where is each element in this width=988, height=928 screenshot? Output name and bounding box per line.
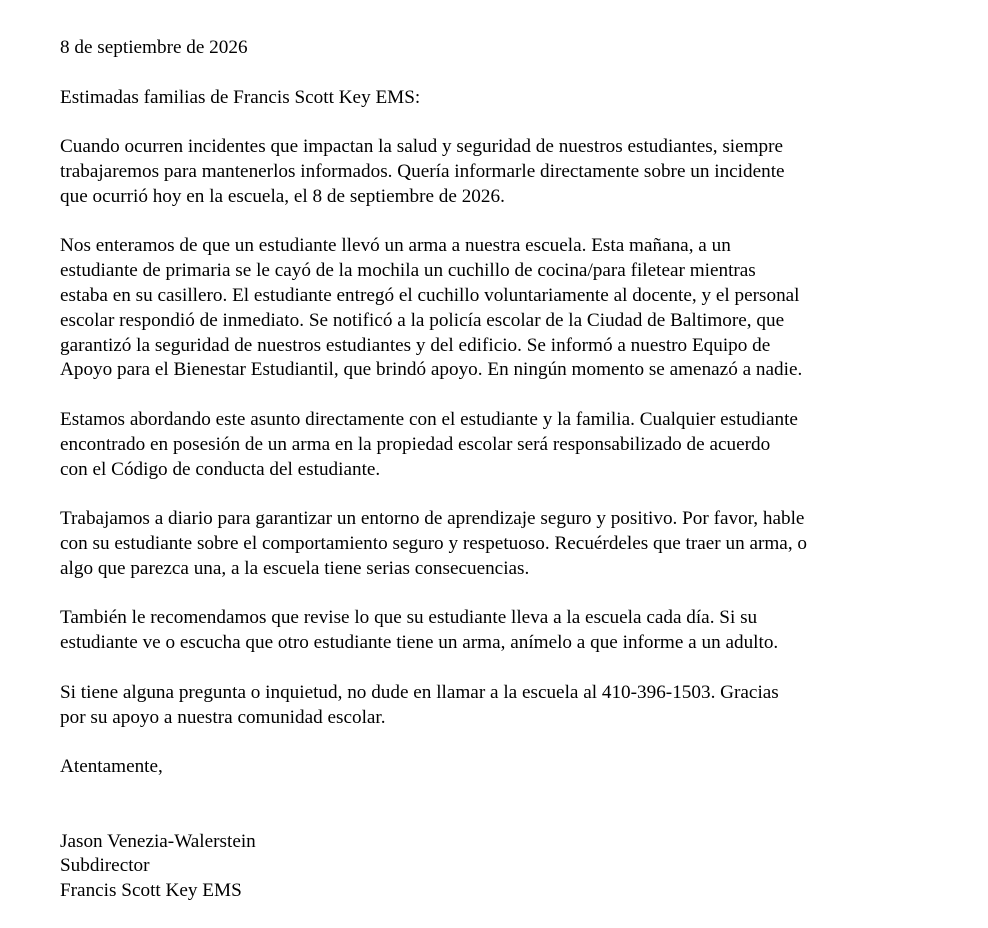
signature-school: Francis Scott Key EMS	[60, 880, 242, 902]
letter-greeting: Estimadas familias de Francis Scott Key EMS:	[60, 86, 421, 108]
signature-name: Jason Venezia-Walerstein	[60, 830, 256, 852]
letter-paragraph: Nos enteramos de que un estudiante llevó un arma a nuestra escuela. Esta mañana, a un estudiante de primaria se le cayó de la mochila un cuchillo de cocina/para filetear mientras estaba en su casillero. El estudiante entregó el cuchillo voluntariamente al docente, y el personal escolar respondió de inmediato. Se notificó a la policía escolar de la Ciudad de Baltimore, que garantizó la seguridad de nuestros estudiantes y del edificio. Se informó a nuestro Equipo de Apoyo para el Bienestar Estudiantil, que brindó apoyo. En ningún momento se amenazó a nadie.	[60, 235, 803, 381]
letter-paragraph: Trabajamos a diario para garantizar un entorno de aprendizaje seguro y positivo. Por favor, hable con su estudiante sobre el comportamiento seguro y respetuoso. Recuérdeles que traer un arma, o algo que parezca una, a la escuela tiene serias consecuencias.	[60, 508, 808, 579]
letter-paragraph: Cuando ocurren incidentes que impactan la salud y seguridad de nuestros estudiantes, siempre trabajaremos para mantenerlos informados. Quería informarle directamente sobre un incidente que ocurrió hoy en la escuela, el 8 de septiembre de 2026.	[60, 136, 785, 207]
letter-document	[60, 36, 960, 904]
letter-date: 8 de septiembre de 2026	[60, 37, 248, 58]
signature-title: Subdirector	[60, 855, 150, 877]
letter-paragraph: Estamos abordando este asunto directamente con el estudiante y la familia. Cualquier estudiante encontrado en posesión de un arma en la propiedad escolar será responsabilizado de acuerdo con el Código de conducta del estudiante.	[60, 408, 798, 480]
letter-paragraph: Si tiene alguna pregunta o inquietud, no dude en llamar a la escuela al 410-396-1503. Gracias por su apoyo a nuestra comunidad escolar.	[60, 681, 779, 728]
letter-paragraph: También le recomendamos que revise lo que su estudiante lleva a la escuela cada día. Si su estudiante ve o escucha que otro estudiante tiene un arma, anímelo a que informe a un adulto.	[60, 607, 779, 654]
signature-block	[60, 830, 960, 904]
letter-closing: Atentamente,	[60, 756, 163, 778]
